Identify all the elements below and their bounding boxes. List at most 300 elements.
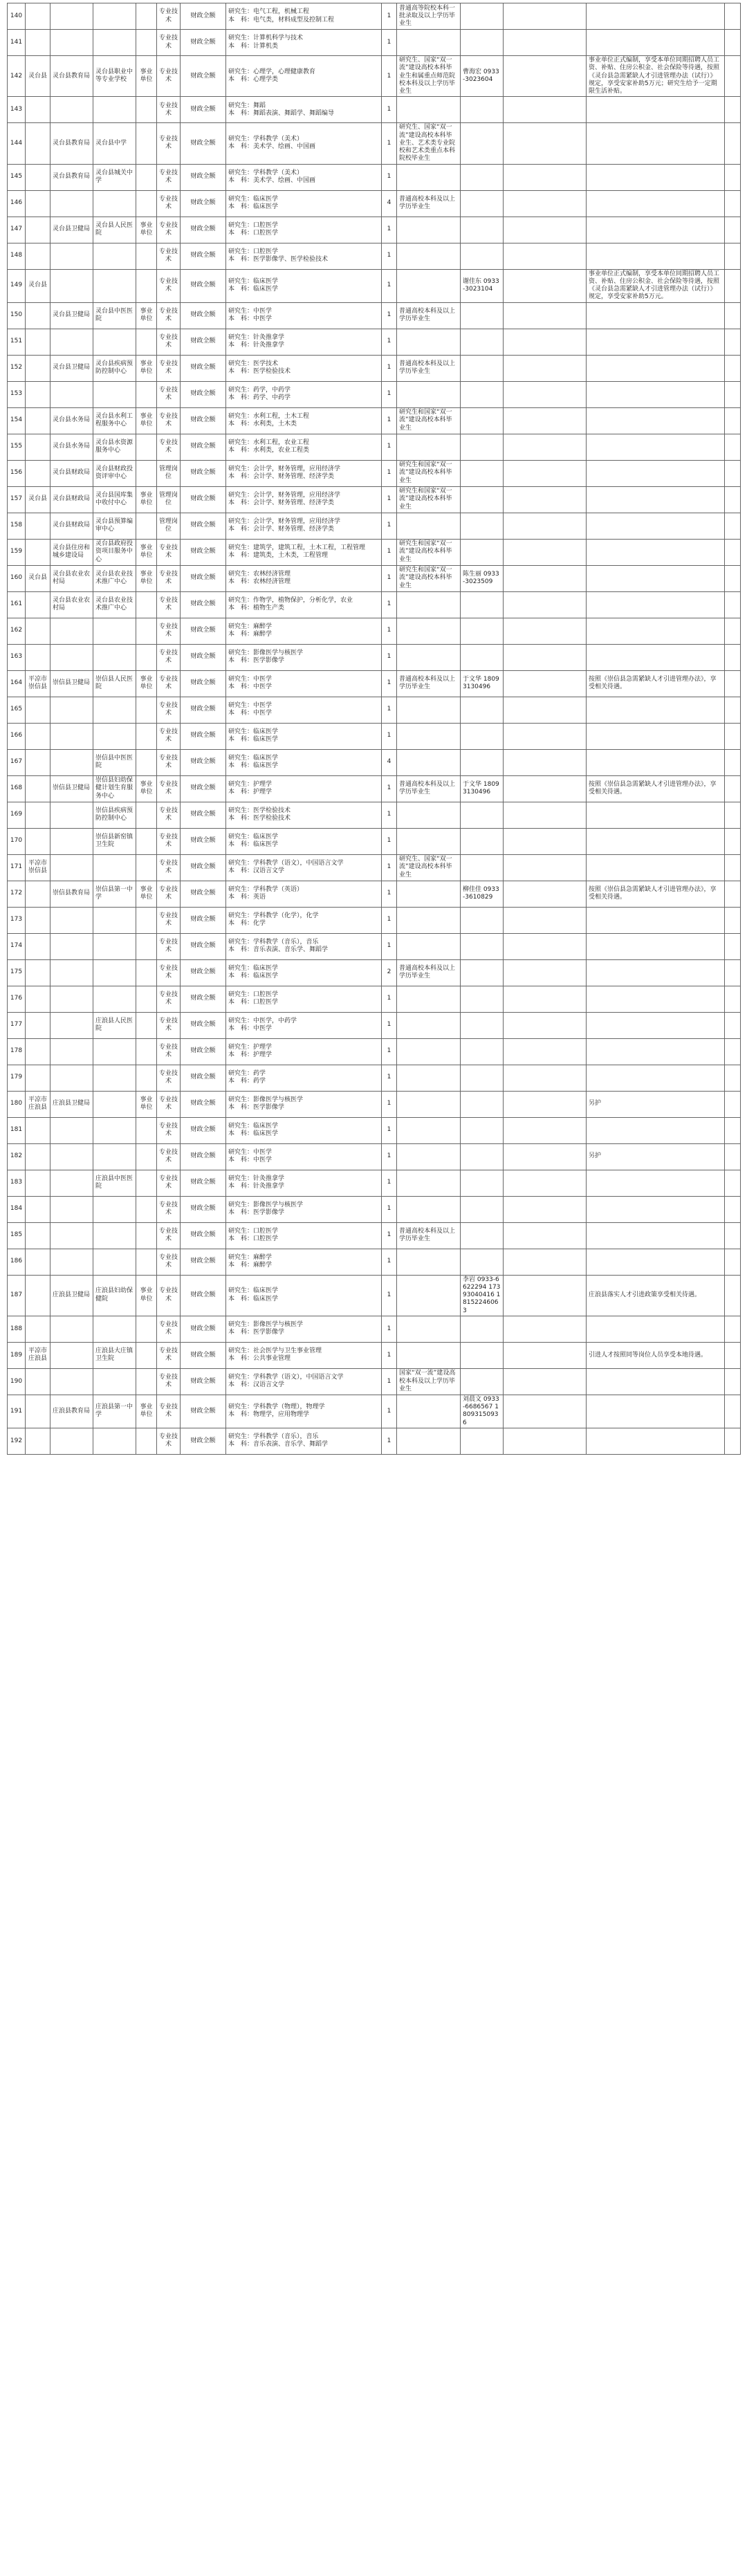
- contact-info: [461, 217, 504, 243]
- contact-info: [461, 1143, 504, 1170]
- email: [504, 513, 587, 539]
- major-requirement: 研究生：护理学 本 科：护理学: [226, 1038, 382, 1065]
- unit-nature: 事业单位: [136, 565, 157, 591]
- remark: [725, 269, 741, 302]
- department-name: 庄浪县卫健局: [50, 1091, 93, 1117]
- unit-name: [93, 1196, 136, 1222]
- row-number: 158: [8, 513, 26, 539]
- remark: [725, 56, 741, 97]
- county-name: [26, 1143, 50, 1170]
- treatment-note: [587, 1428, 725, 1454]
- unit-name: 庄浪县人民医院: [93, 1012, 136, 1038]
- contact-info: [461, 1316, 504, 1342]
- county-name: [26, 97, 50, 123]
- major-requirement: 研究生：影像医学与核医学 本 科：医学影像学: [226, 644, 382, 670]
- education-requirement: [397, 97, 461, 123]
- unit-nature: [136, 1222, 157, 1249]
- unit-nature: [136, 164, 157, 190]
- unit-nature: 事业单位: [136, 1091, 157, 1117]
- county-name: 平凉市崇信县: [26, 670, 50, 697]
- table-row: [8, 854, 741, 881]
- department-name: [50, 1249, 93, 1275]
- email: [504, 1012, 587, 1038]
- remark: [725, 1065, 741, 1091]
- contact-info: [461, 1091, 504, 1117]
- post-category: 专业技术: [157, 329, 181, 355]
- email: [504, 644, 587, 670]
- major-requirement: 研究生：农林经济管理 本 科：农林经济管理: [226, 565, 382, 591]
- email: [504, 1117, 587, 1143]
- county-name: [26, 1368, 50, 1395]
- county-name: [26, 164, 50, 190]
- table-row: [8, 460, 741, 486]
- table-row: [8, 30, 741, 56]
- remark: [725, 513, 741, 539]
- unit-name: [93, 986, 136, 1012]
- post-category: 专业技术: [157, 1222, 181, 1249]
- contact-info: [461, 123, 504, 164]
- remark: [725, 802, 741, 828]
- education-requirement: [397, 243, 461, 269]
- table-row: [8, 269, 741, 302]
- unit-name: [93, 329, 136, 355]
- education-requirement: [397, 217, 461, 243]
- remark: [725, 618, 741, 644]
- department-name: 灵台县财政局: [50, 486, 93, 513]
- headcount: 1: [382, 1395, 397, 1428]
- funding-form: 财政全额: [181, 434, 226, 460]
- email: [504, 1196, 587, 1222]
- education-requirement: [397, 329, 461, 355]
- funding-form: 财政全额: [181, 881, 226, 907]
- county-name: [26, 1117, 50, 1143]
- remark: [725, 302, 741, 329]
- treatment-note: [587, 1117, 725, 1143]
- treatment-note: [587, 1196, 725, 1222]
- major-requirement: 研究生：影像医学与核医学 本 科：医学影像学: [226, 1316, 382, 1342]
- row-number: 165: [8, 697, 26, 723]
- post-category: 专业技术: [157, 697, 181, 723]
- county-name: [26, 1428, 50, 1454]
- email: [504, 56, 587, 97]
- funding-form: 财政全额: [181, 56, 226, 97]
- remark: [725, 1275, 741, 1316]
- headcount: 1: [382, 97, 397, 123]
- funding-form: 财政全额: [181, 1091, 226, 1117]
- treatment-note: [587, 486, 725, 513]
- unit-nature: [136, 460, 157, 486]
- funding-form: 财政全额: [181, 933, 226, 959]
- unit-name: 灵台县疾病预防控制中心: [93, 355, 136, 381]
- county-name: [26, 539, 50, 565]
- funding-form: 财政全额: [181, 1196, 226, 1222]
- funding-form: 财政全额: [181, 670, 226, 697]
- table-row: [8, 190, 741, 217]
- remark: [725, 1222, 741, 1249]
- education-requirement: [397, 30, 461, 56]
- table-row: [8, 697, 741, 723]
- unit-name: 崇信县新窑镇卫生院: [93, 828, 136, 854]
- unit-nature: [136, 1196, 157, 1222]
- contact-info: [461, 644, 504, 670]
- remark: [725, 30, 741, 56]
- unit-nature: [136, 802, 157, 828]
- headcount: 1: [382, 217, 397, 243]
- treatment-note: [587, 591, 725, 618]
- funding-form: 财政全额: [181, 907, 226, 933]
- row-number: 171: [8, 854, 26, 881]
- row-number: 162: [8, 618, 26, 644]
- funding-form: 财政全额: [181, 407, 226, 434]
- headcount: 1: [382, 381, 397, 407]
- post-category: 专业技术: [157, 1012, 181, 1038]
- table-row: [8, 1249, 741, 1275]
- table-row: [8, 959, 741, 986]
- county-name: [26, 723, 50, 749]
- post-category: 专业技术: [157, 269, 181, 302]
- county-name: [26, 407, 50, 434]
- row-number: 179: [8, 1065, 26, 1091]
- contact-info: [461, 1196, 504, 1222]
- unit-nature: [136, 907, 157, 933]
- row-number: 154: [8, 407, 26, 434]
- department-name: [50, 1143, 93, 1170]
- post-category: 管理岗位: [157, 460, 181, 486]
- post-category: 专业技术: [157, 565, 181, 591]
- contact-info: 刘晨文 0933-6686567 18093150936: [461, 1395, 504, 1428]
- post-category: 专业技术: [157, 1249, 181, 1275]
- treatment-note: [587, 355, 725, 381]
- treatment-note: [587, 1170, 725, 1196]
- remark: [725, 1196, 741, 1222]
- department-name: [50, 1196, 93, 1222]
- post-category: 专业技术: [157, 749, 181, 775]
- treatment-note: [587, 1038, 725, 1065]
- funding-form: 财政全额: [181, 1368, 226, 1395]
- department-name: [50, 1222, 93, 1249]
- unit-name: 灵台县中医医院: [93, 302, 136, 329]
- table-row: [8, 1316, 741, 1342]
- email: [504, 217, 587, 243]
- unit-name: [93, 3, 136, 30]
- major-requirement: 研究生：口腔医学 本 科：口腔医学: [226, 217, 382, 243]
- funding-form: 财政全额: [181, 1143, 226, 1170]
- unit-nature: [136, 243, 157, 269]
- headcount: 1: [382, 907, 397, 933]
- table-row: [8, 933, 741, 959]
- department-name: [50, 1038, 93, 1065]
- major-requirement: 研究生：建筑学，建筑工程，土木工程，工程管理 本 科：建筑类，土木类，工程管理: [226, 539, 382, 565]
- headcount: 1: [382, 1012, 397, 1038]
- headcount: 1: [382, 460, 397, 486]
- table-row: [8, 1117, 741, 1143]
- recruitment-table: [7, 3, 741, 1455]
- unit-nature: [136, 1012, 157, 1038]
- unit-nature: [136, 513, 157, 539]
- headcount: 1: [382, 1342, 397, 1368]
- unit-name: 灵台县中学: [93, 123, 136, 164]
- county-name: [26, 1065, 50, 1091]
- treatment-note: [587, 986, 725, 1012]
- table-row: [8, 591, 741, 618]
- table-row: [8, 644, 741, 670]
- education-requirement: [397, 828, 461, 854]
- unit-name: 庄浪县中医医院: [93, 1170, 136, 1196]
- email: [504, 1395, 587, 1428]
- department-name: [50, 329, 93, 355]
- contact-info: [461, 749, 504, 775]
- headcount: 1: [382, 670, 397, 697]
- post-category: 专业技术: [157, 243, 181, 269]
- funding-form: 财政全额: [181, 775, 226, 802]
- department-name: 庄浪县教育局: [50, 1395, 93, 1428]
- treatment-note: [587, 97, 725, 123]
- unit-nature: [136, 1342, 157, 1368]
- treatment-note: [587, 828, 725, 854]
- headcount: 1: [382, 1170, 397, 1196]
- row-number: 146: [8, 190, 26, 217]
- education-requirement: [397, 164, 461, 190]
- funding-form: 财政全额: [181, 749, 226, 775]
- county-name: [26, 460, 50, 486]
- post-category: 专业技术: [157, 959, 181, 986]
- table-row: [8, 381, 741, 407]
- county-name: [26, 3, 50, 30]
- major-requirement: 研究生：麻醉学 本 科：麻醉学: [226, 1249, 382, 1275]
- email: [504, 30, 587, 56]
- county-name: [26, 591, 50, 618]
- funding-form: 财政全额: [181, 190, 226, 217]
- row-number: 185: [8, 1222, 26, 1249]
- remark: [725, 1249, 741, 1275]
- education-requirement: [397, 1038, 461, 1065]
- department-name: 灵台县财政局: [50, 513, 93, 539]
- table-row: [8, 723, 741, 749]
- unit-name: 庄浪县大庄镇卫生院: [93, 1342, 136, 1368]
- remark: [725, 1395, 741, 1428]
- contact-info: 陈生丽 0933-3023509: [461, 565, 504, 591]
- headcount: 1: [382, 1222, 397, 1249]
- unit-nature: [136, 434, 157, 460]
- funding-form: 财政全额: [181, 486, 226, 513]
- headcount: 1: [382, 1316, 397, 1342]
- post-category: 专业技术: [157, 164, 181, 190]
- major-requirement: 研究生：麻醉学 本 科：麻醉学: [226, 618, 382, 644]
- county-name: [26, 513, 50, 539]
- county-name: 平凉市庄浪县: [26, 1342, 50, 1368]
- education-requirement: [397, 1091, 461, 1117]
- table-row: [8, 1038, 741, 1065]
- major-requirement: 研究生：水利工程，农业工程 本 科：水利类，农业工程类: [226, 434, 382, 460]
- headcount: 1: [382, 123, 397, 164]
- table-row: [8, 539, 741, 565]
- post-category: 专业技术: [157, 1428, 181, 1454]
- funding-form: 财政全额: [181, 1275, 226, 1316]
- unit-nature: [136, 3, 157, 30]
- row-number: 159: [8, 539, 26, 565]
- department-name: [50, 697, 93, 723]
- education-requirement: 普通高校本科及以上学历毕业生: [397, 302, 461, 329]
- row-number: 160: [8, 565, 26, 591]
- department-name: [50, 986, 93, 1012]
- education-requirement: 研究生和国家“双一流”建设高校本科毕业生: [397, 565, 461, 591]
- department-name: [50, 723, 93, 749]
- remark: [725, 407, 741, 434]
- contact-info: [461, 1012, 504, 1038]
- unit-name: [93, 618, 136, 644]
- major-requirement: 研究生：护理学 本 科：护理学: [226, 775, 382, 802]
- education-requirement: [397, 618, 461, 644]
- funding-form: 财政全额: [181, 30, 226, 56]
- major-requirement: 研究生：计算机科学与技术 本 科：计算机类: [226, 30, 382, 56]
- education-requirement: 普通高校本科及以上学历毕业生: [397, 355, 461, 381]
- email: [504, 355, 587, 381]
- row-number: 151: [8, 329, 26, 355]
- email: [504, 591, 587, 618]
- county-name: [26, 959, 50, 986]
- funding-form: 财政全额: [181, 269, 226, 302]
- row-number: 157: [8, 486, 26, 513]
- county-name: [26, 30, 50, 56]
- post-category: 专业技术: [157, 644, 181, 670]
- funding-form: 财政全额: [181, 802, 226, 828]
- department-name: [50, 618, 93, 644]
- contact-info: [461, 933, 504, 959]
- table-row: [8, 618, 741, 644]
- unit-name: 庄浪县第一中学: [93, 1395, 136, 1428]
- headcount: 1: [382, 1249, 397, 1275]
- department-name: [50, 749, 93, 775]
- major-requirement: 研究生：临床医学 本 科：临床医学: [226, 959, 382, 986]
- unit-nature: [136, 30, 157, 56]
- unit-nature: [136, 1143, 157, 1170]
- unit-nature: [136, 723, 157, 749]
- major-requirement: 研究生：心理学，心理健康教育 本 科：心理学类: [226, 56, 382, 97]
- table-row: [8, 565, 741, 591]
- contact-info: [461, 618, 504, 644]
- table-row: [8, 1368, 741, 1395]
- headcount: 1: [382, 591, 397, 618]
- remark: [725, 190, 741, 217]
- table-row: [8, 775, 741, 802]
- unit-name: [93, 1065, 136, 1091]
- major-requirement: 研究生：药学，中药学 本 科：药学、中药学: [226, 381, 382, 407]
- funding-form: 财政全额: [181, 1012, 226, 1038]
- education-requirement: [397, 269, 461, 302]
- contact-info: [461, 243, 504, 269]
- education-requirement: [397, 802, 461, 828]
- table-row: [8, 486, 741, 513]
- treatment-note: [587, 434, 725, 460]
- email: [504, 1342, 587, 1368]
- headcount: 2: [382, 959, 397, 986]
- department-name: [50, 1117, 93, 1143]
- remark: [725, 775, 741, 802]
- post-category: 专业技术: [157, 802, 181, 828]
- remark: [725, 881, 741, 907]
- unit-nature: 事业单位: [136, 670, 157, 697]
- post-category: 管理岗位: [157, 513, 181, 539]
- contact-info: [461, 329, 504, 355]
- row-number: 178: [8, 1038, 26, 1065]
- contact-info: 于文华 18093130496: [461, 670, 504, 697]
- email: [504, 3, 587, 30]
- remark: [725, 749, 741, 775]
- remark: [725, 644, 741, 670]
- headcount: 1: [382, 486, 397, 513]
- county-name: [26, 881, 50, 907]
- row-number: 176: [8, 986, 26, 1012]
- table-row: [8, 1091, 741, 1117]
- education-requirement: [397, 881, 461, 907]
- unit-nature: 事业单位: [136, 775, 157, 802]
- major-requirement: 研究生：电气工程，机械工程 本 科：电气类，材料成型及控制工程: [226, 3, 382, 30]
- county-name: [26, 190, 50, 217]
- county-name: [26, 618, 50, 644]
- post-category: 专业技术: [157, 986, 181, 1012]
- unit-name: 灵台县水资源服务中心: [93, 434, 136, 460]
- education-requirement: 研究生和国家“双一流”建设高校本科毕业生: [397, 486, 461, 513]
- department-name: 灵台县教育局: [50, 123, 93, 164]
- row-number: 184: [8, 1196, 26, 1222]
- headcount: 1: [382, 828, 397, 854]
- major-requirement: 研究生：学科教学（物理），物理学 本 科：物理学，应用物理学: [226, 1395, 382, 1428]
- row-number: 174: [8, 933, 26, 959]
- post-category: 专业技术: [157, 1196, 181, 1222]
- table-row: [8, 1428, 741, 1454]
- headcount: 1: [382, 355, 397, 381]
- contact-info: [461, 302, 504, 329]
- contact-info: [461, 97, 504, 123]
- remark: [725, 164, 741, 190]
- funding-form: 财政全额: [181, 539, 226, 565]
- contact-info: [461, 1428, 504, 1454]
- email: [504, 723, 587, 749]
- funding-form: 财政全额: [181, 1065, 226, 1091]
- education-requirement: [397, 907, 461, 933]
- major-requirement: 研究生：中医学 本 科：中医学: [226, 302, 382, 329]
- unit-name: [93, 723, 136, 749]
- unit-name: [93, 381, 136, 407]
- funding-form: 财政全额: [181, 1117, 226, 1143]
- post-category: 专业技术: [157, 1275, 181, 1316]
- headcount: 1: [382, 243, 397, 269]
- table-row: [8, 1065, 741, 1091]
- remark: [725, 1091, 741, 1117]
- major-requirement: 研究生：学科教学（语文），中国语言文学 本 科：汉语言文学: [226, 854, 382, 881]
- email: [504, 749, 587, 775]
- headcount: 1: [382, 644, 397, 670]
- headcount: 1: [382, 1038, 397, 1065]
- row-number: 183: [8, 1170, 26, 1196]
- funding-form: 财政全额: [181, 854, 226, 881]
- table-row: [8, 670, 741, 697]
- remark: [725, 723, 741, 749]
- education-requirement: [397, 749, 461, 775]
- education-requirement: [397, 1196, 461, 1222]
- remark: [725, 355, 741, 381]
- major-requirement: 研究生：社会医学与卫生事业管理 本 科：公共事业管理: [226, 1342, 382, 1368]
- funding-form: 财政全额: [181, 959, 226, 986]
- headcount: 1: [382, 513, 397, 539]
- treatment-note: [587, 618, 725, 644]
- department-name: 崇信县教育局: [50, 881, 93, 907]
- major-requirement: 研究生：影像医学与核医学 本 科：医学影像学: [226, 1196, 382, 1222]
- major-requirement: 研究生：会计学，财务管理，应用经济学 本 科：会计学、财务管理、经济学类: [226, 486, 382, 513]
- county-name: [26, 355, 50, 381]
- headcount: 1: [382, 164, 397, 190]
- row-number: 186: [8, 1249, 26, 1275]
